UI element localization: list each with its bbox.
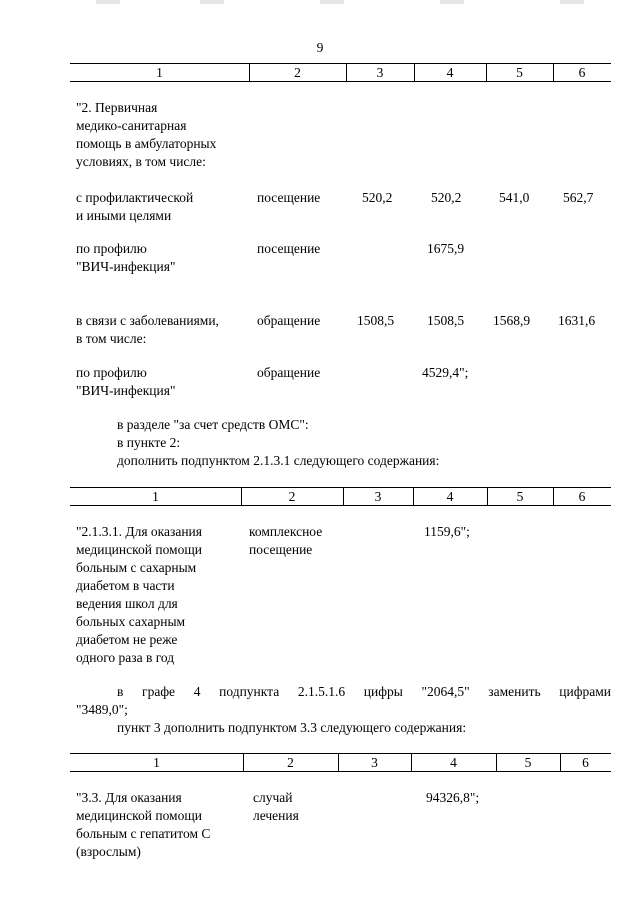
col-header-4: 4 <box>446 65 454 80</box>
page-number: 9 <box>316 40 324 55</box>
row-label: "3.3. Для оказания медицинской помощи больным с гепатитом С (взрослым) <box>76 790 211 859</box>
table-header-1 <box>70 63 611 82</box>
row-value-col6: 1631,6 <box>558 313 596 328</box>
col-header-6: 6 <box>578 489 586 504</box>
col-header-1: 1 <box>156 65 163 80</box>
col-header-5: 5 <box>516 489 524 504</box>
col-header-5: 5 <box>516 65 523 80</box>
col-header-1: 1 <box>152 489 159 504</box>
table-header-3 <box>70 753 611 772</box>
table-header-2 <box>70 487 611 506</box>
row-label: по профилю "ВИЧ-инфекция" <box>76 241 176 274</box>
paragraph-line: в разделе "за счет средств ОМС": <box>117 417 309 432</box>
row-value-col6: 562,7 <box>563 190 594 205</box>
scan-mark <box>200 0 224 4</box>
row-label: "2.1.3.1. Для оказания медицинской помощи больным с сахарным диабетом в части ведения школ для больных сахарным диабетом не реже одного раза в год <box>76 524 202 665</box>
col-header-1: 1 <box>153 755 160 770</box>
col-header-3: 3 <box>374 489 382 504</box>
row-unit: случай лечения <box>253 790 299 823</box>
paragraph-line: "3489,0"; <box>76 702 128 717</box>
paragraph-line: в графе 4 подпункта 2.1.5.1.6 цифры "2064,5" заменить цифрами <box>117 684 611 699</box>
col-header-2: 2 <box>288 489 296 504</box>
paragraph-line: в пункте 2: <box>117 435 181 450</box>
row-unit: обращение <box>257 365 321 380</box>
col-header-6: 6 <box>582 755 589 770</box>
col-header-3: 3 <box>371 755 378 770</box>
col-header-6: 6 <box>578 65 586 80</box>
row-value-col4: 1508,5 <box>427 313 465 328</box>
col-header-4: 4 <box>450 755 457 770</box>
row-value-col4: 4529,4"; <box>422 365 469 380</box>
paragraph-line: дополнить подпунктом 2.1.3.1 следующего содержания: <box>117 453 440 468</box>
row-value-col4: 1159,6"; <box>424 524 470 539</box>
row-value-col3: 1508,5 <box>357 313 395 328</box>
col-header-2: 2 <box>287 755 294 770</box>
row-value-col4: 520,2 <box>431 190 462 205</box>
col-header-5: 5 <box>524 755 532 770</box>
row-unit: посещение <box>257 241 321 256</box>
row-label: "2. Первичная медико-санитарная помощь в амбулаторных условиях, в том числе: <box>76 100 217 169</box>
paragraph-line: пункт 3 дополнить подпунктом 3.3 следующего содержания: <box>117 720 467 735</box>
row-value-col4: 94326,8"; <box>426 790 480 805</box>
row-value-col5: 1568,9 <box>493 313 531 328</box>
row-unit: комплексное посещение <box>249 524 323 557</box>
row-value-col5: 541,0 <box>499 190 530 205</box>
row-value-col4: 1675,9 <box>427 241 465 256</box>
row-label: с профилактической и иными целями <box>76 190 194 223</box>
scan-mark <box>440 0 464 4</box>
scan-mark <box>320 0 344 4</box>
col-header-3: 3 <box>376 65 384 80</box>
row-unit: обращение <box>257 313 321 328</box>
scan-mark <box>560 0 584 4</box>
row-value-col3: 520,2 <box>362 190 393 205</box>
col-header-2: 2 <box>294 65 301 80</box>
col-header-4: 4 <box>446 489 454 504</box>
scan-mark <box>96 0 120 4</box>
row-label: по профилю "ВИЧ-инфекция" <box>76 365 176 398</box>
row-unit: посещение <box>257 190 321 205</box>
row-label: в связи с заболеваниями, в том числе: <box>76 313 219 346</box>
